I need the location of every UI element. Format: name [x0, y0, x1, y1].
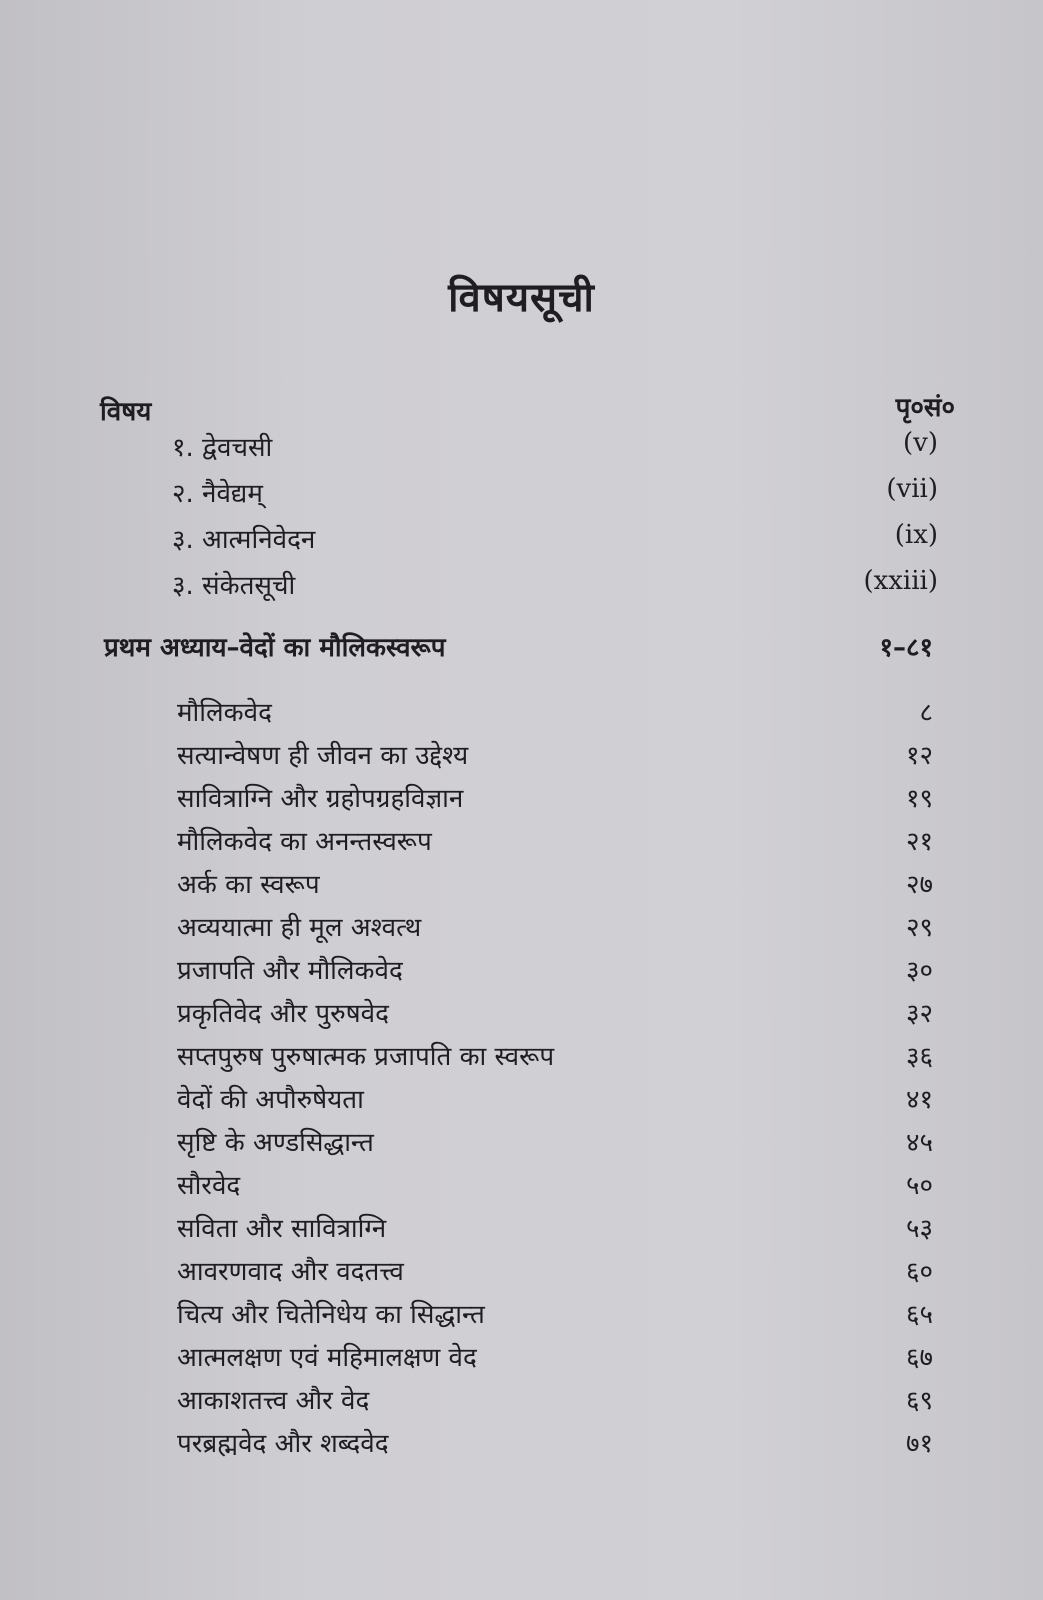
toc-front-item: [0, 428, 1043, 474]
topic-label: सृष्टि के अण्डसिद्धान्त: [177, 1128, 374, 1158]
topic-label: प्रकृतिवेद और पुरुषवेद: [177, 999, 389, 1029]
toc-item-label: ३. संकेतसूची: [172, 571, 296, 601]
topic-label: मौलिकवेद का अनन्तस्वरूप: [177, 827, 432, 857]
topic-page: ३६: [905, 1042, 933, 1072]
topic-page: ८: [919, 698, 933, 728]
toc-item-page: (xxiii): [863, 566, 938, 596]
toc-topic-item: [0, 951, 1043, 997]
topic-page: १२: [905, 741, 933, 771]
topic-label: सावित्राग्नि और ग्रहोपग्रहविज्ञान: [177, 784, 464, 814]
subject-column-header: विषय: [100, 397, 152, 427]
topic-page: २९: [905, 913, 933, 943]
toc-topic-item: [0, 1295, 1043, 1341]
topic-label: मौलिकवेद: [177, 698, 272, 728]
toc-topic-item: [0, 1080, 1043, 1126]
topic-page: ३०: [905, 956, 933, 986]
toc-item-label: ३. आत्मनिवेदन: [172, 525, 316, 555]
topic-page: ४५: [905, 1128, 933, 1158]
topic-label: आकाशतत्त्व और वेद: [177, 1386, 370, 1416]
toc-topic-item: [0, 1252, 1043, 1298]
toc-item-page: (ix): [894, 520, 938, 550]
topic-page: ३२: [905, 999, 933, 1029]
topic-page: १९: [905, 784, 933, 814]
topic-label: परब्रह्मवेद और शब्दवेद: [177, 1429, 389, 1459]
toc-item-label: १. द्वेवचसी: [172, 433, 273, 463]
toc-chapter-heading: [0, 628, 1043, 674]
topic-label: अर्क का स्वरूप: [177, 870, 320, 900]
toc-front-item: [0, 566, 1043, 612]
topic-page: ५०: [905, 1171, 933, 1201]
toc-front-item: [0, 520, 1043, 566]
topic-page: ६७: [905, 1343, 933, 1373]
topic-label: चित्य और चितेनिधेय का सिद्धान्त: [177, 1300, 485, 1330]
toc-topic-item: [0, 736, 1043, 782]
toc-item-label: २. नैवेद्यम्: [172, 479, 263, 509]
topic-label: अव्ययात्मा ही मूल अश्वत्थ: [177, 913, 422, 943]
chapter-title: प्रथम अध्याय–वेदों का मौलिकस्वरूप: [104, 633, 446, 663]
topic-page: २७: [905, 870, 933, 900]
topic-page: ४१: [905, 1085, 933, 1115]
topic-page: ७१: [905, 1429, 933, 1459]
topic-label: सविता और सावित्राग्नि: [177, 1214, 387, 1244]
toc-topic-item: [0, 822, 1043, 868]
topic-label: प्रजापति और मौलिकवेद: [177, 956, 403, 986]
toc-topic-item: [0, 1037, 1043, 1083]
toc-topic-item: [0, 1166, 1043, 1212]
topic-page: ६९: [905, 1386, 933, 1416]
toc-item-page: (vii): [886, 474, 938, 504]
topic-label: आत्मलक्षण एवं महिमालक्षण वेद: [177, 1343, 477, 1373]
toc-topic-item: [0, 1338, 1043, 1384]
toc-topic-item: [0, 1209, 1043, 1255]
toc-topic-item: [0, 994, 1043, 1040]
topic-page: ५३: [905, 1214, 933, 1244]
toc-topic-item: [0, 1123, 1043, 1169]
topic-label: आवरणवाद और वदतत्त्व: [177, 1257, 404, 1287]
page-column-header: पृ०सं०: [895, 393, 955, 423]
topic-page: ६०: [905, 1257, 933, 1287]
topic-label: सौरवेद: [177, 1171, 241, 1201]
topic-label: सत्यान्वेषण ही जीवन का उद्देश्य: [177, 741, 469, 771]
toc-item-page: (v): [903, 428, 938, 458]
topic-label: वेदों की अपौरुषेयता: [177, 1085, 364, 1115]
toc-topic-item: [0, 908, 1043, 954]
topic-label: सप्तपुरुष पुरुषात्मक प्रजापति का स्वरूप: [177, 1042, 555, 1072]
toc-topic-item: [0, 693, 1043, 739]
page-title: विषयसूची: [448, 275, 595, 321]
topic-page: २१: [905, 827, 933, 857]
toc-front-item: [0, 474, 1043, 520]
toc-topic-item: [0, 779, 1043, 825]
topic-page: ६५: [905, 1300, 933, 1330]
toc-topic-item: [0, 865, 1043, 911]
chapter-page-range: १–८१: [879, 633, 933, 663]
toc-topic-item: [0, 1424, 1043, 1470]
toc-topic-item: [0, 1381, 1043, 1427]
